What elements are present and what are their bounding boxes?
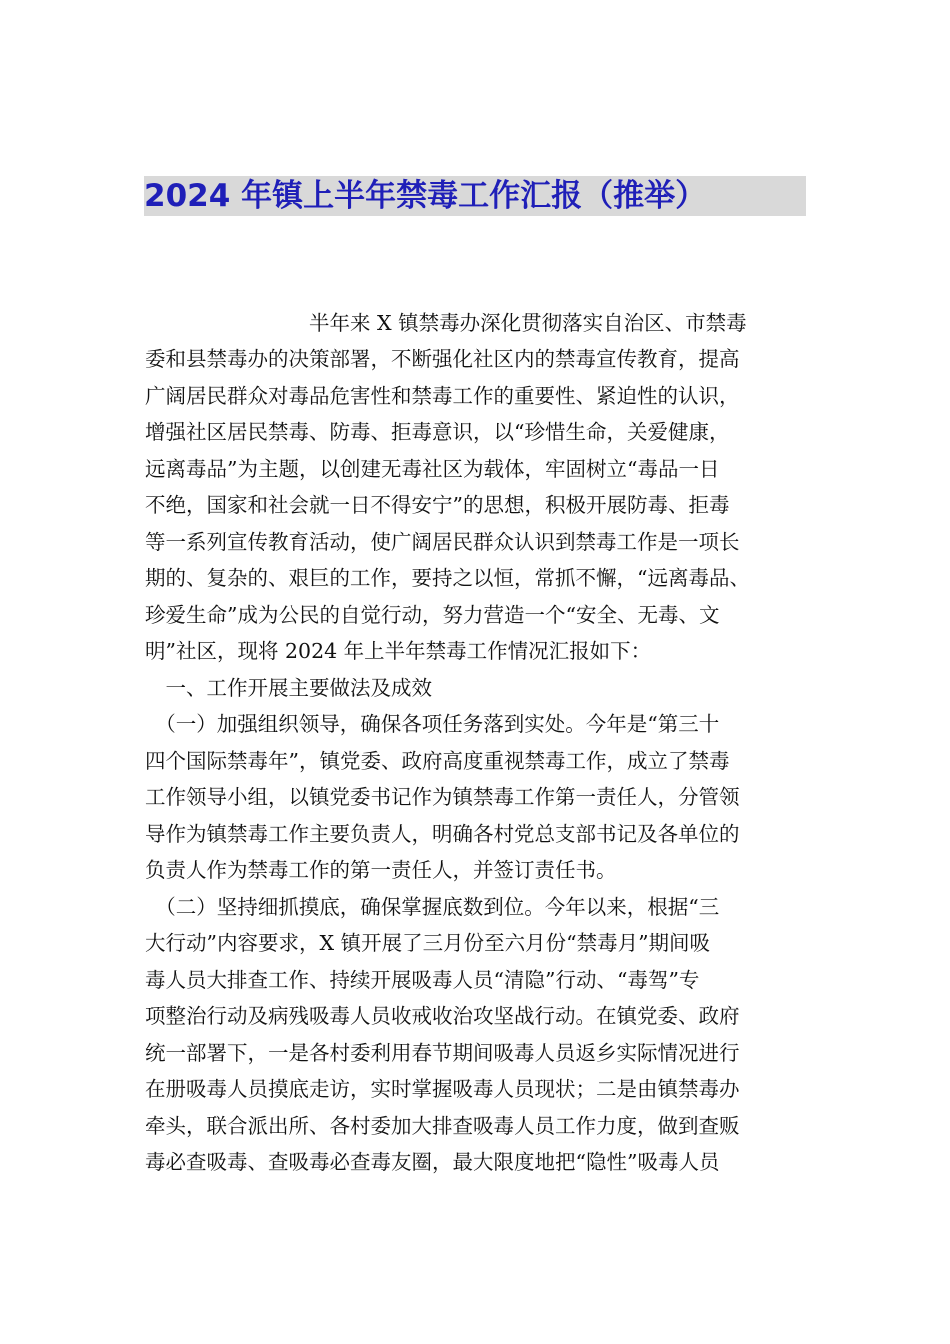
body-line: 期的、复杂的、艰巨的工作，要持之以恒，常抓不懈，“远离毒品、 — [145, 566, 750, 590]
body-line: 在册吸毒人员摸底走访，实时掌握吸毒人员现状；二是由镇禁毒办 — [145, 1077, 740, 1101]
body-line: 远离毒品”为主题，以创建无毒社区为载体，牢固树立“毒品一日 — [145, 457, 720, 481]
body-line: 导作为镇禁毒工作主要负责人，明确各村党总支部书记及各单位的 — [145, 822, 740, 846]
body-line: 毒人员大排查工作、持续开展吸毒人员“清隐”行动、“毒驾”专 — [145, 968, 700, 992]
body-line: 广阔居民群众对毒品危害性和禁毒工作的重要性、紧迫性的认识， — [145, 384, 740, 408]
body-line: （一）加强组织领导，确保各项任务落到实处。今年是“第三十 — [145, 712, 720, 736]
body-line: 半年来 X 镇禁毒办深化贯彻落实自治区、市禁毒 — [145, 311, 747, 335]
body-line: 四个国际禁毒年”，镇党委、政府高度重视禁毒工作，成立了禁毒 — [145, 749, 730, 773]
body-line: 珍爱生命”成为公民的自觉行动，努力营造一个“安全、无毒、文 — [145, 603, 720, 627]
body-line: 统一部署下，一是各村委利用春节期间吸毒人员返乡实际情况进行 — [145, 1041, 740, 1065]
body-line: 增强社区居民禁毒、防毒、拒毒意识，以“珍惜生命，关爱健康， — [145, 420, 730, 444]
body-line: （二）坚持细抓摸底，确保掌握底数到位。今年以来，根据“三 — [145, 895, 720, 919]
body-line: 不绝，国家和社会就一日不得安宁”的思想，积极开展防毒、拒毒 — [145, 493, 730, 517]
document-title: 2024 年镇上半年禁毒工作汇报（推举） — [144, 176, 806, 216]
body-line: 工作领导小组，以镇党委书记作为镇禁毒工作第一责任人，分管领 — [145, 785, 740, 809]
body-line: 大行动”内容要求，X 镇开展了三月份至六月份“禁毒月”期间吸 — [145, 931, 711, 955]
body-line: 项整治行动及病残吸毒人员收戒收治攻坚战行动。在镇党委、政府 — [145, 1004, 740, 1028]
body-line: 委和县禁毒办的决策部署，不断强化社区内的禁毒宣传教育，提高 — [145, 347, 740, 371]
body-line: 负责人作为禁毒工作的第一责任人，并签订责任书。 — [145, 858, 617, 882]
body-line: 牵头，联合派出所、各村委加大排查吸毒人员工作力度，做到查贩 — [145, 1114, 740, 1138]
body-line: 毒必查吸毒、查吸毒必查毒友圈，最大限度地把“隐性”吸毒人员 — [145, 1150, 720, 1174]
body-line: 明”社区，现将 2024 年上半年禁毒工作情况汇报如下： — [145, 639, 652, 663]
body-line: 等一系列宣传教育活动，使广阔居民群众认识到禁毒工作是一项长 — [145, 530, 740, 554]
section-heading: 一、工作开展主要做法及成效 — [145, 676, 432, 700]
